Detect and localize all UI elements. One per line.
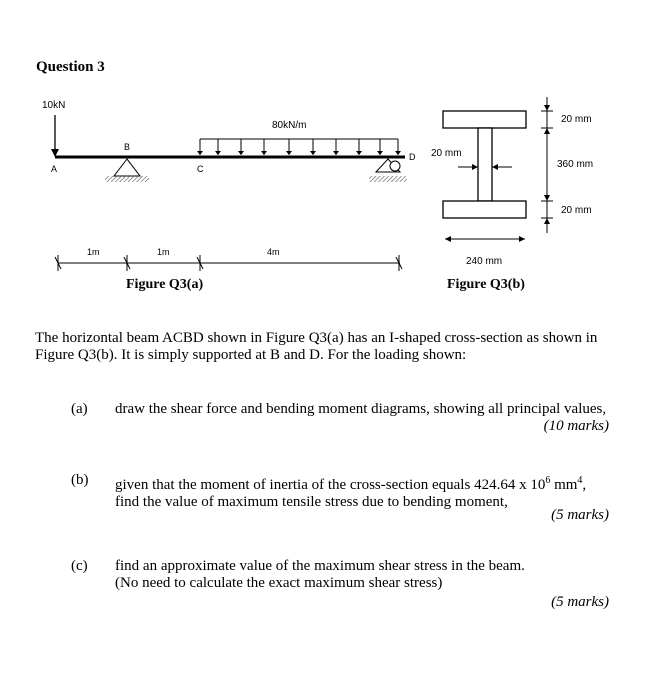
figure-a-caption: Figure Q3(a)	[126, 277, 204, 292]
part-b-text-mid: mm	[550, 477, 578, 493]
part-c-marks: (5 marks)	[551, 594, 609, 610]
part-b-text-pre: given that the moment of inertia of the cross-section equals 424.64 x 10	[115, 477, 546, 493]
part-b-text-line2: find the value of maximum tensile stress due to bending moment,	[115, 494, 508, 510]
label-d: D	[409, 152, 416, 162]
point-load-label: 10kN	[42, 100, 66, 111]
part-b-sup-unit: 4	[577, 475, 583, 486]
label-c: C	[197, 164, 204, 174]
part-b-text-post: ,	[582, 477, 587, 493]
bottom-flange-dim: 20 mm	[561, 205, 592, 216]
figure-b-caption: Figure Q3(b)	[447, 277, 525, 292]
bottom-flange	[443, 201, 526, 218]
part-b-text	[115, 472, 615, 511]
part-b-sup-exponent: 6	[545, 475, 551, 486]
web-thickness-dim: 20 mm	[431, 148, 462, 159]
question-heading: Question 3	[36, 59, 105, 75]
part-c-text-line2: (No need to calculate the exact maximum shear stress)	[115, 575, 443, 591]
part-c-label: (c)	[71, 558, 88, 574]
beam-figure	[42, 100, 416, 271]
web-depth-dim: 360 mm	[557, 159, 594, 170]
dim-3-label: 4m	[267, 247, 280, 257]
part-a-label: (a)	[71, 401, 88, 417]
part-c-text	[115, 558, 615, 592]
udl-label: 80kN/m	[272, 120, 307, 131]
figures	[0, 0, 668, 300]
top-flange-dim: 20 mm	[561, 114, 592, 125]
udl-arrows	[197, 139, 401, 155]
dim-1-label: 1m	[87, 247, 100, 257]
flange-width-dim: 240 mm	[466, 256, 503, 267]
part-b-label: (b)	[71, 472, 89, 488]
i-section-figure	[431, 97, 593, 267]
part-a-marks: (10 marks)	[543, 418, 609, 434]
flange-width-dimension	[445, 236, 525, 242]
dimension-line	[55, 255, 402, 271]
roller-support-d	[369, 159, 407, 182]
pin-support-b	[105, 159, 149, 182]
label-a: A	[51, 164, 58, 174]
part-c-text-line1: find an approximate value of the maximum shear stress in the beam.	[115, 558, 525, 574]
intro-paragraph: The horizontal beam ACBD shown in Figure Q3(a) has an I-shaped cross-section as shown in Figure Q3(b). It is simply supported at B and D. For the loading shown:	[35, 330, 598, 363]
vertical-dimension	[541, 97, 553, 233]
top-flange	[443, 111, 526, 128]
dim-2-label: 1m	[157, 247, 170, 257]
label-b: B	[124, 142, 131, 152]
part-a-text: draw the shear force and bending moment diagrams, showing all principal values,	[115, 401, 607, 417]
part-b-marks: (5 marks)	[551, 507, 609, 523]
web	[478, 128, 492, 201]
